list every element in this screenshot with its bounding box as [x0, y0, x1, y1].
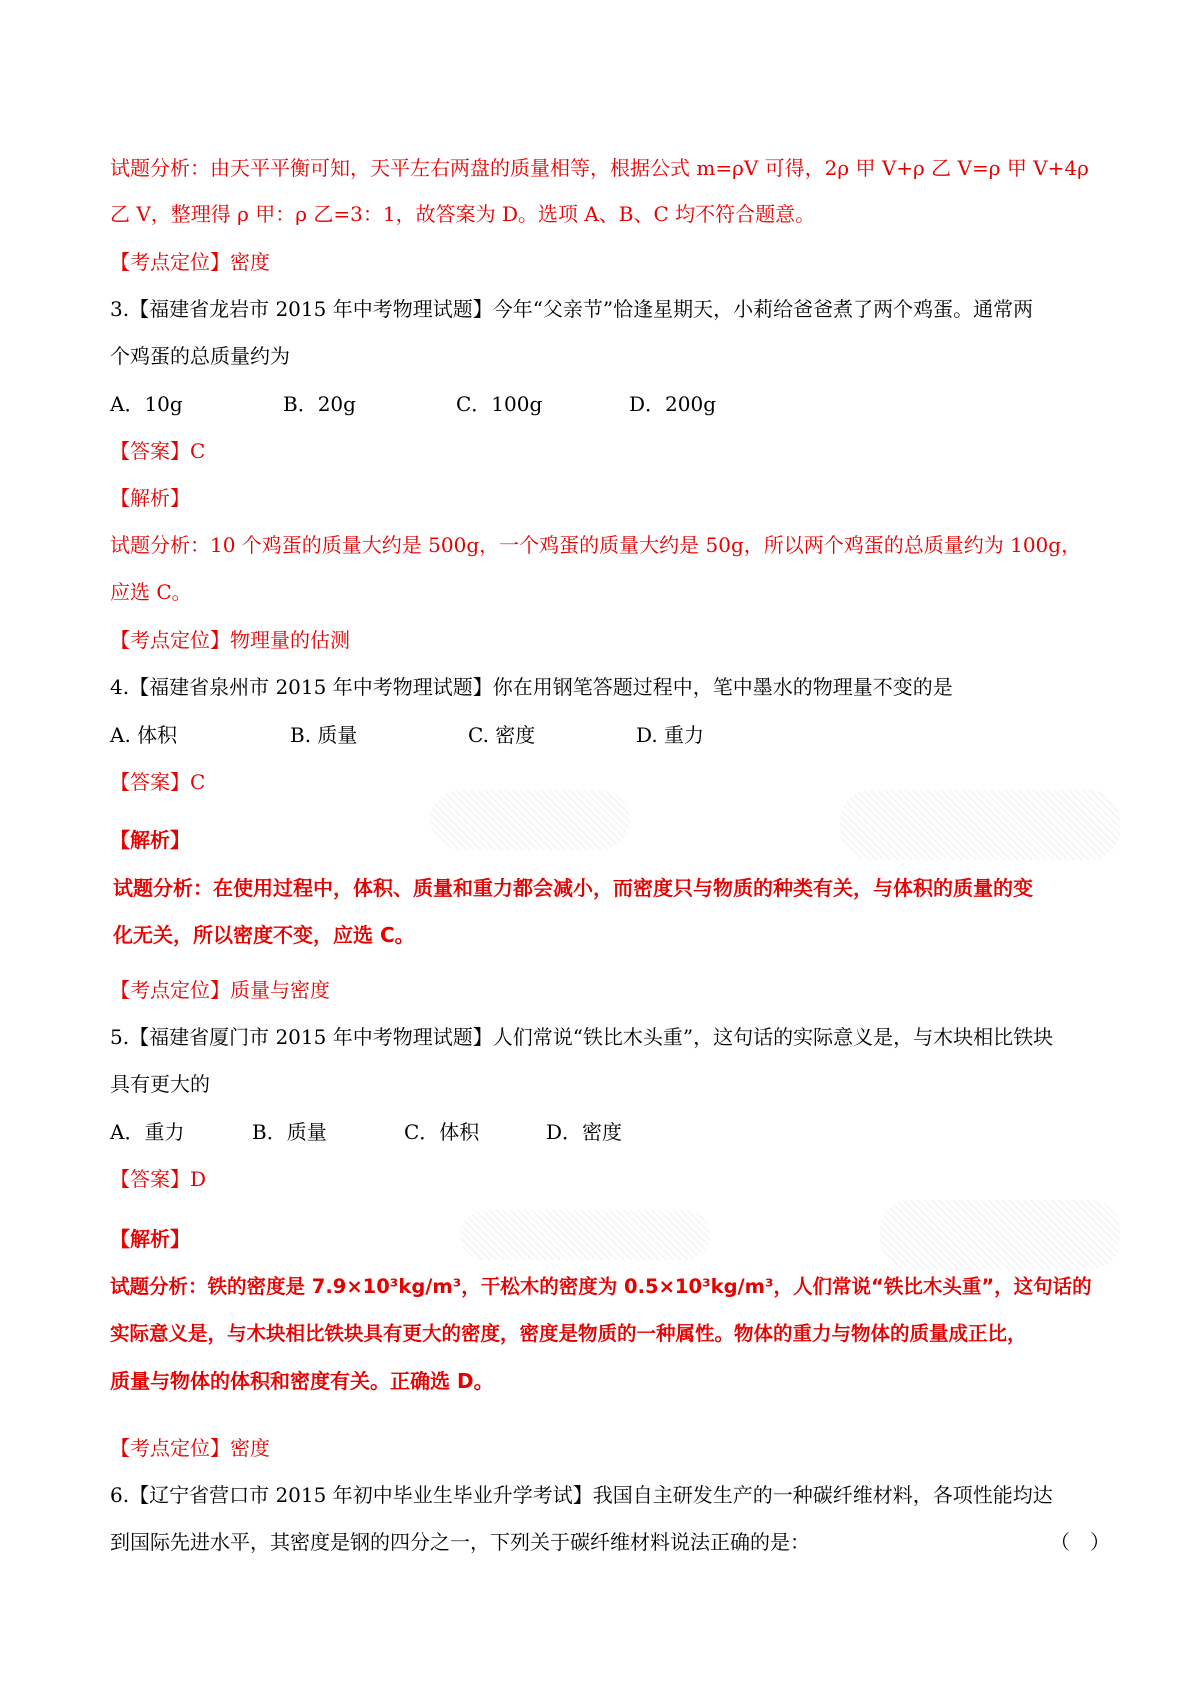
question-stem: 4.【福建省泉州市 2015 年中考物理试题】你在用钢笔答题过程中，笔中墨水的物理量不变的是 — [110, 675, 953, 699]
option: D．200g — [629, 392, 717, 416]
question-stem: 5.【福建省厦门市 2015 年中考物理试题】人们常说“铁比木头重”，这句话的实际意义是，与木块相比铁块 — [110, 1025, 1054, 1049]
analysis-line: 试题分析：铁的密度是 7.9×10³kg/m³，干松木的密度为 0.5×10³kg/m³，人们常说“铁比木头重”，这句话的 — [110, 1275, 1092, 1298]
question-stem: 到国际先进水平，其密度是钢的四分之一，下列关于碳纤维材料说法正确的是： — [110, 1530, 810, 1554]
kaodian-label: 【考点定位】密度 — [110, 1436, 270, 1460]
question-stem: 3.【福建省龙岩市 2015 年中考物理试题】今年“父亲节”恰逢星期天，小莉给爸爸煮了两个鸡蛋。通常两 — [110, 297, 1034, 321]
answer-label: 【答案】C — [110, 770, 206, 794]
option: B. 质量 — [290, 723, 358, 747]
question-stem: 6.【辽宁省营口市 2015 年初中毕业生毕业升学考试】我国自主研发生产的一种碳纤维材料，各项性能均达 — [110, 1483, 1053, 1507]
jiexi-label: 【解析】 — [110, 1227, 190, 1251]
answer-parentheses: （ ） — [1050, 1530, 1110, 1554]
kaodian-label: 【考点定位】物理量的估测 — [110, 628, 350, 652]
option: C．100g — [456, 392, 543, 416]
answer-label: 【答案】D — [110, 1167, 207, 1191]
answer-label: 【答案】C — [110, 439, 206, 463]
scan-noise-1 — [430, 790, 630, 850]
option: A．重力 — [110, 1120, 185, 1144]
scan-noise-4 — [880, 1200, 1120, 1270]
option: C. 密度 — [468, 723, 536, 747]
option: B．质量 — [252, 1120, 327, 1144]
kaodian-label: 【考点定位】质量与密度 — [110, 978, 330, 1002]
question-stem: 个鸡蛋的总质量约为 — [110, 344, 290, 368]
option: A. 体积 — [110, 723, 178, 747]
scan-noise-2 — [840, 790, 1120, 860]
analysis-line: 试题分析：在使用过程中，体积、质量和重力都会减小，而密度只与物质的种类有关，与体积的质量的变 — [113, 876, 1033, 900]
options-row — [110, 723, 704, 747]
option: A．10g — [110, 392, 183, 416]
kaodian-label: 【考点定位】密度 — [110, 250, 270, 274]
option: C．体积 — [404, 1120, 480, 1144]
analysis-line: 试题分析：由天平平衡可知，天平左右两盘的质量相等，根据公式 m=ρV 可得，2ρ 甲 V+ρ 乙 V=ρ 甲 V+4ρ — [110, 156, 1089, 180]
jiexi-label: 【解析】 — [110, 486, 190, 510]
options-row — [110, 1120, 622, 1144]
option: D．密度 — [546, 1120, 623, 1144]
jiexi-label: 【解析】 — [110, 828, 190, 852]
analysis-line: 乙 V，整理得 ρ 甲：ρ 乙=3：1，故答案为 D。选项 A、B、C 均不符合题意。 — [110, 202, 816, 226]
analysis-line: 实际意义是，与木块相比铁块具有更大的密度，密度是物质的一种属性。物体的重力与物体的质量成正比， — [110, 1322, 1027, 1345]
option: B．20g — [283, 392, 356, 416]
options-row — [110, 392, 716, 416]
analysis-line: 试题分析：10 个鸡蛋的质量大约是 500g，一个鸡蛋的质量大约是 50g，所以两个鸡蛋的总质量约为 100g， — [110, 533, 1082, 557]
question-stem: 具有更大的 — [110, 1072, 210, 1096]
analysis-line: 化无关，所以密度不变，应选 C。 — [113, 923, 415, 947]
analysis-line: 质量与物体的体积和密度有关。正确选 D。 — [110, 1369, 494, 1393]
scan-noise-3 — [460, 1210, 710, 1260]
option: D. 重力 — [636, 723, 705, 747]
analysis-line: 应选 C。 — [110, 580, 192, 604]
